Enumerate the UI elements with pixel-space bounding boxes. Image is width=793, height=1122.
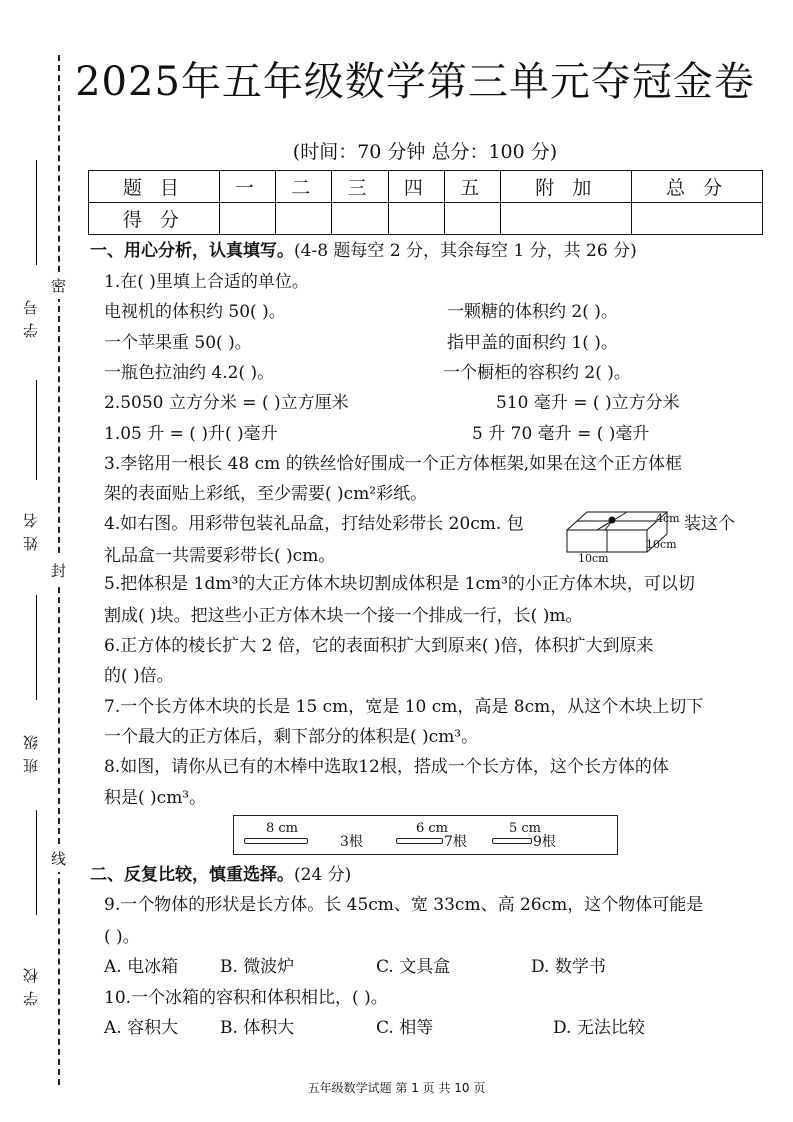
rod-count-label: 3根 (340, 834, 363, 850)
question-line: 一个苹果重 50( )。 (104, 333, 252, 353)
exam-info: (时间：70 分钟 总分：100 分) (292, 141, 558, 163)
class-line (36, 595, 37, 700)
score-cell[interactable] (219, 203, 275, 235)
student-id-label: 学号 (22, 292, 40, 338)
question-line: 一个最大的正方体后，剩下部分的体积是( )cm³。 (104, 727, 479, 747)
score-table (88, 170, 763, 235)
header-cell: 附 加 (501, 171, 632, 203)
section-1-heading (90, 240, 637, 262)
name-label: 姓名 (22, 505, 40, 551)
question-line: 一瓶色拉油约 4.2( )。 (104, 363, 275, 383)
section-note: (24 分) (294, 865, 352, 885)
question-line: 7.一个长方体木块的长是 15 cm，宽是 10 cm，高是 8cm，从这个木块上切下 (104, 697, 704, 717)
row-label: 得 分 (89, 203, 220, 235)
score-cell[interactable] (632, 203, 763, 235)
question-line: 10.一个冰箱的容积和体积相比，( )。 (104, 988, 388, 1008)
header-cell: 一 (219, 171, 275, 203)
rod-5cm (492, 838, 532, 844)
rod-length-label: 6 cm (416, 821, 449, 836)
rod-6cm (396, 838, 443, 844)
section-note: (4-8 题每空 2 分，其余每空 1 分，共 26 分) (294, 241, 637, 261)
table-row (89, 203, 763, 235)
question-line: 架的表面贴上彩纸，至少需要( )cm²彩纸。 (104, 484, 428, 504)
option-b[interactable]: B. 体积大 (220, 1018, 295, 1038)
question-line: 装这个 (684, 514, 735, 534)
question-line: 8.如图，请你从已有的木棒中选取12根，搭成一个长方体，这个长方体的体 (104, 757, 669, 777)
question-line: 割成( )块。把这些小正方体木块一个接一个排成一行，长( )m。 (104, 606, 583, 626)
seal-feng: 封 (51, 557, 66, 584)
score-cell[interactable] (332, 203, 388, 235)
option-a[interactable]: A. 电冰箱 (104, 957, 179, 977)
rod-length-label: 5 cm (509, 821, 542, 836)
question-line: 5.把体积是 1dm³的大正方体木块切割成体积是 1cm³的小正方体木块，可以切 (104, 574, 695, 594)
rod-length-label: 8 cm (266, 821, 299, 836)
header-cell: 题 目 (89, 171, 220, 203)
question-line: 礼品盒一共需要彩带长( )cm。 (104, 546, 336, 566)
table-row (89, 171, 763, 203)
rod-8cm (244, 838, 308, 844)
class-label: 班级 (22, 727, 40, 773)
question-line: 3.李铭用一根长 48 cm 的铁丝恰好围成一个正方体框架,如果在这个正方体框 (104, 454, 683, 474)
question-line: 一个橱柜的容积约 2( )。 (443, 363, 631, 383)
question-line: 1.在( )里填上合适的单位。 (104, 272, 309, 292)
header-cell: 二 (276, 171, 332, 203)
question-line: 电视机的体积约 50( )。 (104, 302, 286, 322)
score-cell[interactable] (276, 203, 332, 235)
page-title: 2025年五年级数学第三单元夺冠金卷 (75, 59, 755, 105)
question-line: 510 毫升 = ( )立方分米 (496, 393, 680, 413)
option-c[interactable]: C. 文具盒 (376, 957, 451, 977)
header-cell: 四 (388, 171, 444, 203)
rods-figure (233, 815, 618, 855)
box-width-label: 10cm (646, 538, 677, 551)
rod-count-label: 9根 (533, 834, 556, 850)
school-line (36, 810, 37, 915)
rod-count-label: 7根 (444, 834, 467, 850)
question-line: 一颗糖的体积约 2( )。 (447, 302, 618, 322)
option-b[interactable]: B. 微波炉 (220, 957, 295, 977)
score-cell[interactable] (445, 203, 501, 235)
seal-mi: 密 (51, 272, 66, 299)
question-line: ( )。 (104, 927, 140, 947)
section-title: 二、反复比较，慎重选择。 (90, 865, 294, 885)
question-line: 4.如右图。用彩带包装礼品盒，打结处彩带长 20cm. 包 (104, 514, 524, 534)
student-id-line (36, 160, 37, 265)
box-length-label: 10cm (578, 552, 609, 565)
seal-xian: 线 (51, 845, 66, 872)
option-d[interactable]: D. 数学书 (531, 957, 606, 977)
question-line: 6.正方体的棱长扩大 2 倍，它的表面积扩大到原来( )倍，体积扩大到原来 (104, 636, 654, 656)
question-line: 2.5050 立方分米 = ( )立方厘米 (104, 393, 349, 413)
option-a[interactable]: A. 容积大 (104, 1018, 179, 1038)
header-cell: 总 分 (632, 171, 763, 203)
question-line: 的( )倍。 (104, 666, 174, 686)
score-cell[interactable] (388, 203, 444, 235)
question-line: 指甲盖的面积约 1( )。 (447, 333, 618, 353)
header-cell: 三 (332, 171, 388, 203)
option-c[interactable]: C. 相等 (376, 1018, 434, 1038)
question-line: 9.一个物体的形状是长方体。长 45cm、宽 33cm、高 26cm，这个物体可能是 (104, 895, 704, 915)
name-line (36, 380, 37, 480)
option-d[interactable]: D. 无法比较 (553, 1018, 645, 1038)
section-2-heading (90, 864, 351, 886)
question-line: 1.05 升 = ( )升( )毫升 (104, 424, 278, 444)
box-height-label: 4cm (656, 512, 680, 525)
question-line: 5 升 70 毫升 = ( )毫升 (472, 424, 650, 444)
question-line: 积是( )cm³。 (104, 788, 207, 808)
score-cell[interactable] (501, 203, 632, 235)
page-footer: 五年级数学试题 第 1 页 共 10 页 (307, 1081, 486, 1095)
school-label: 学校 (22, 960, 40, 1006)
section-title: 一、用心分析，认真填写。 (90, 241, 294, 261)
header-cell: 五 (445, 171, 501, 203)
